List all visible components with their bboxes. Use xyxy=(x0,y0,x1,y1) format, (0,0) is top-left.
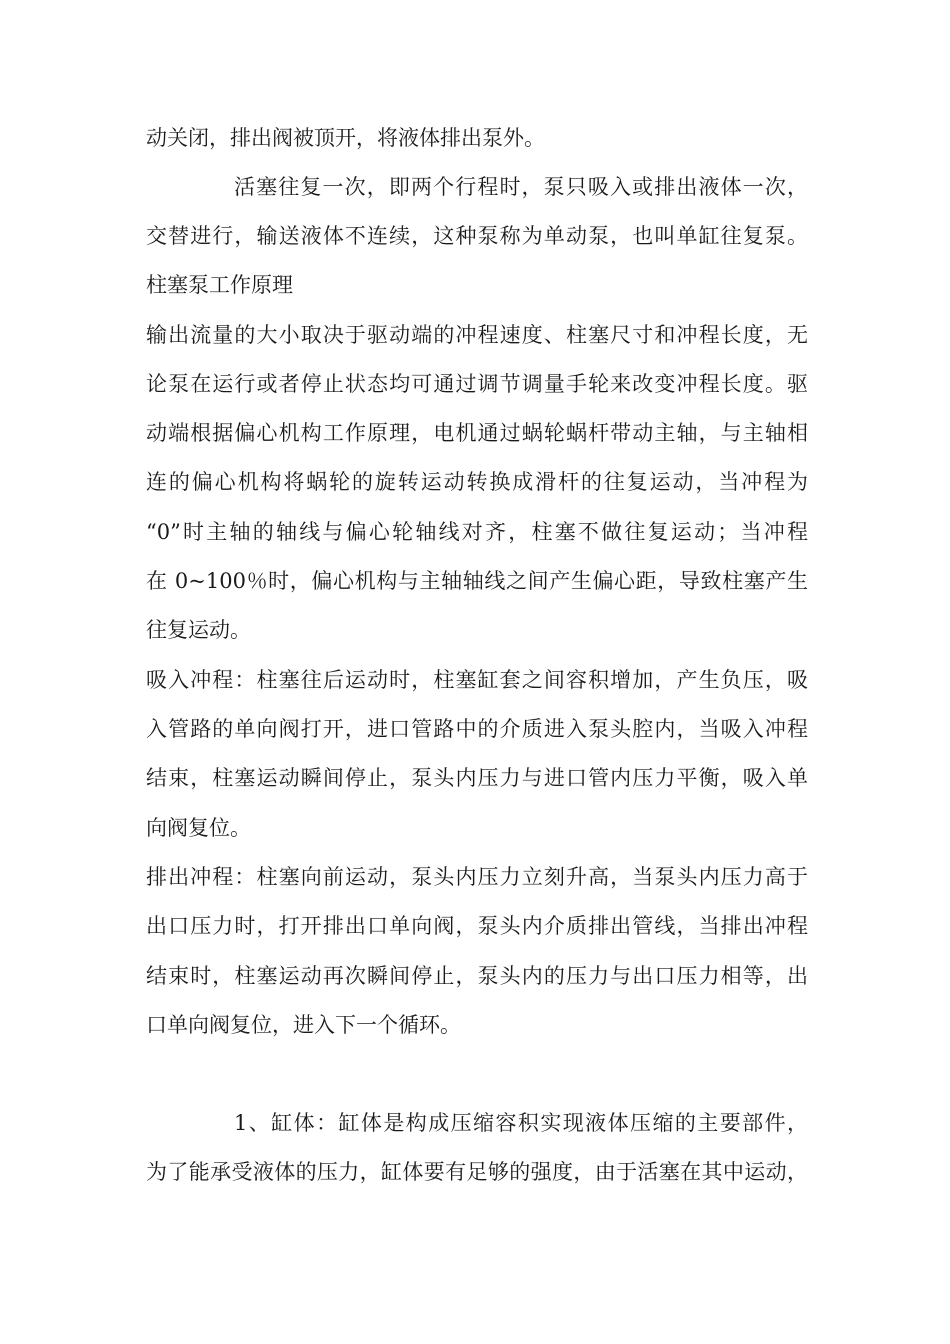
text-line: 结束时，柱塞运动再次瞬间停止，泵头内的压力与出口压力相等，出 xyxy=(146,964,808,988)
text-line: 排出冲程：柱塞向前运动，泵头内压力立刻升高，当泵头内压力高于 xyxy=(146,865,808,889)
text-line: 交替进行，输送液体不连续，这种泵称为单动泵，也叫单缸往复泵。 xyxy=(146,224,808,248)
text-line: 活塞往复一次，即两个行程时，泵只吸入或排出液体一次， xyxy=(234,175,808,199)
text-line: 往复运动。 xyxy=(146,618,251,642)
text-line: 结束，柱塞运动瞬间停止，泵头内压力与进口管内压力平衡，吸入单 xyxy=(146,766,808,790)
text-line: 论泵在运行或者停止状态均可通过调节调量手轮来改变冲程长度。驱 xyxy=(146,372,808,396)
text-line: 在 0~100％时，偏心机构与主轴轴线之间产生偏心距，导致柱塞产生 xyxy=(146,569,808,593)
section-heading: 柱塞泵工作原理 xyxy=(146,273,293,297)
text-line: 为了能承受液体的压力，缸体要有足够的强度，由于活塞在其中运动， xyxy=(146,1160,808,1184)
text-line: 动关闭，排出阀被顶开，将液体排出泵外。 xyxy=(146,126,545,150)
text-line: 入管路的单向阀打开，进口管路中的介质进入泵头腔内，当吸入冲程 xyxy=(146,717,808,741)
text-line: 吸入冲程：柱塞往后运动时，柱塞缸套之间容积增加，产生负压，吸 xyxy=(146,668,808,692)
text-line: 动端根据偏心机构工作原理，电机通过蜗轮蜗杆带动主轴，与主轴相 xyxy=(146,421,808,445)
text-line: 向阀复位。 xyxy=(146,816,251,840)
text-line: 1、缸体：缸体是构成压缩容积实现液体压缩的主要部件， xyxy=(234,1111,808,1135)
text-line: 出口压力时，打开排出口单向阀，泵头内介质排出管线，当排出冲程 xyxy=(146,914,808,938)
text-line: “0”时主轴的轴线与偏心轮轴线对齐，柱塞不做往复运动；当冲程 xyxy=(146,520,808,544)
text-line: 输出流量的大小取决于驱动端的冲程速度、柱塞尺寸和冲程长度，无 xyxy=(146,323,808,347)
text-line: 口单向阀复位，进入下一个循环。 xyxy=(146,1013,461,1037)
text-line: 连的偏心机构将蜗轮的旋转运动转换成滑杆的往复运动，当冲程为 xyxy=(146,470,808,494)
